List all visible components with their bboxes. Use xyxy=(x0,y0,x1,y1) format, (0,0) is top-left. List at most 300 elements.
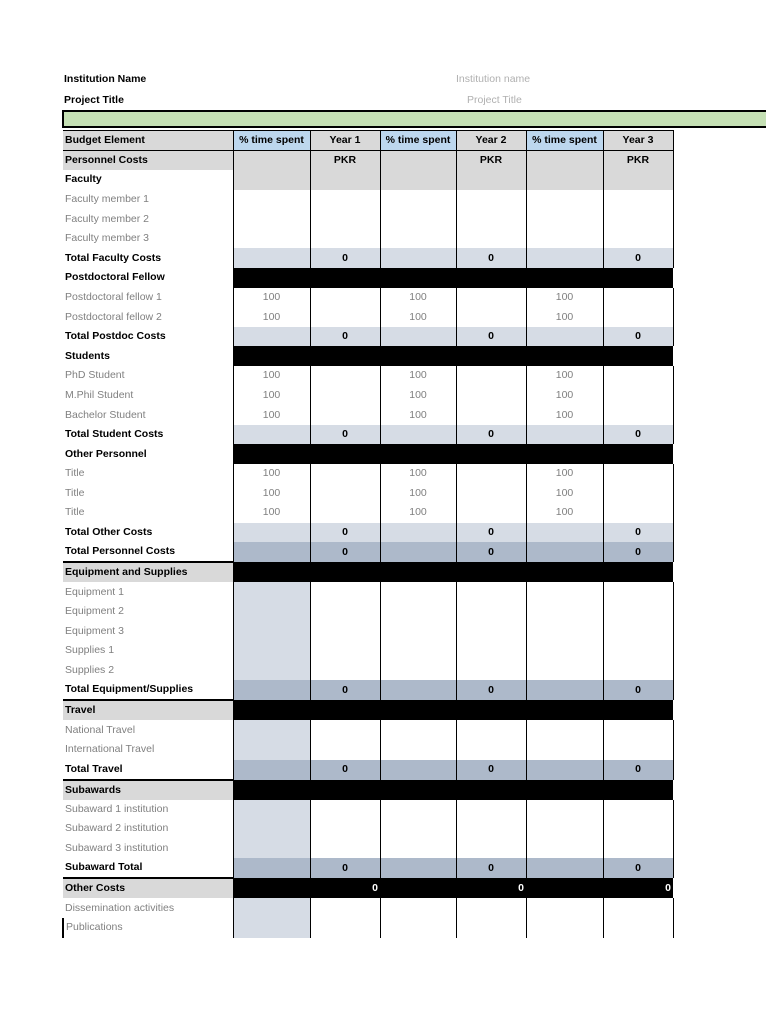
table-cell[interactable] xyxy=(310,641,380,661)
table-row xyxy=(63,622,673,642)
total-row xyxy=(63,680,673,700)
pct-value[interactable]: 100 xyxy=(526,464,603,484)
table-cell xyxy=(233,523,310,543)
pct-value[interactable]: 100 xyxy=(380,503,456,523)
table-cell[interactable] xyxy=(310,839,380,859)
table-cell xyxy=(526,878,603,898)
table-cell xyxy=(526,542,603,562)
table-cell xyxy=(233,898,310,918)
table-cell xyxy=(233,602,310,622)
table-cell xyxy=(526,151,603,171)
row-label: Supplies 1 xyxy=(65,644,115,657)
table-cell xyxy=(233,680,310,700)
section-row xyxy=(63,151,673,171)
table-cell xyxy=(233,170,310,190)
row-label: Title xyxy=(65,467,85,480)
table-cell[interactable] xyxy=(456,209,526,229)
table-cell[interactable] xyxy=(456,582,526,602)
table-cell xyxy=(380,858,456,878)
total-value: 0 xyxy=(456,523,526,543)
total-row xyxy=(63,327,673,347)
total-value: 0 xyxy=(310,878,380,898)
table-cell[interactable] xyxy=(310,582,380,602)
total-value: 0 xyxy=(310,760,380,780)
table-cell[interactable] xyxy=(526,622,603,642)
table-row xyxy=(63,386,673,406)
table-cell xyxy=(233,700,673,720)
table-row xyxy=(63,740,673,760)
row-label: Equipment 2 xyxy=(65,605,124,618)
table-cell xyxy=(603,170,673,190)
total-row xyxy=(63,248,673,268)
table-cell[interactable] xyxy=(603,307,673,327)
table-cell xyxy=(233,760,310,780)
table-cell[interactable] xyxy=(526,209,603,229)
table-row xyxy=(63,582,673,602)
row-label: Subaward 1 institution xyxy=(65,802,169,815)
table-cell[interactable] xyxy=(456,190,526,210)
total-value: 0 xyxy=(603,248,673,268)
table-cell[interactable] xyxy=(526,641,603,661)
table-cell[interactable] xyxy=(310,602,380,622)
table-cell xyxy=(233,878,310,898)
table-cell[interactable] xyxy=(456,405,526,425)
row-label: Postdoctoral fellow 1 xyxy=(65,290,162,303)
total-value: 0 xyxy=(310,248,380,268)
table-row xyxy=(63,464,673,484)
table-row xyxy=(63,484,673,504)
project-value[interactable]: Project Title xyxy=(467,94,522,106)
total-value: 0 xyxy=(310,425,380,445)
table-cell[interactable] xyxy=(456,641,526,661)
table-cell xyxy=(526,327,603,347)
table-cell xyxy=(233,542,310,562)
table-cell[interactable] xyxy=(456,366,526,386)
pct-value[interactable]: 100 xyxy=(526,386,603,406)
table-cell xyxy=(526,170,603,190)
table-cell[interactable] xyxy=(603,819,673,839)
table-cell[interactable] xyxy=(380,582,456,602)
subsection-row xyxy=(63,268,673,288)
table-cell[interactable] xyxy=(310,366,380,386)
table-cell xyxy=(233,582,310,602)
table-cell[interactable] xyxy=(310,661,380,681)
table-cell[interactable] xyxy=(456,229,526,249)
table-cell xyxy=(233,151,310,171)
table-row xyxy=(63,405,673,425)
table-cell xyxy=(526,523,603,543)
pct-value[interactable]: 100 xyxy=(380,288,456,308)
table-cell[interactable] xyxy=(310,720,380,740)
table-cell[interactable] xyxy=(456,484,526,504)
table-cell[interactable] xyxy=(603,720,673,740)
section-travel: Travel xyxy=(63,700,233,720)
pct-value[interactable]: 100 xyxy=(380,307,456,327)
table-cell xyxy=(233,918,310,938)
budget-table xyxy=(62,130,674,938)
table-cell[interactable] xyxy=(310,819,380,839)
table-row xyxy=(63,288,673,308)
row-label: Subaward 2 institution xyxy=(65,822,169,835)
section-other-costs: Other Costs xyxy=(63,878,233,898)
pct-value[interactable]: 100 xyxy=(526,288,603,308)
table-cell[interactable] xyxy=(603,190,673,210)
row-label: International Travel xyxy=(65,743,155,756)
project-label: Project Title xyxy=(64,94,124,106)
table-cell[interactable] xyxy=(310,898,380,918)
table-cell[interactable] xyxy=(603,622,673,642)
table-cell[interactable] xyxy=(526,582,603,602)
row-label: Total Personnel Costs xyxy=(63,542,233,562)
table-cell xyxy=(233,268,673,288)
table-cell[interactable] xyxy=(310,800,380,820)
table-cell xyxy=(526,248,603,268)
row-label: Dissemination activities xyxy=(65,901,175,914)
table-cell[interactable] xyxy=(526,800,603,820)
table-cell[interactable] xyxy=(603,484,673,504)
row-label: Subaward 3 institution xyxy=(65,842,169,855)
table-cell xyxy=(380,680,456,700)
total-value: 0 xyxy=(603,760,673,780)
column-header-row xyxy=(63,131,673,151)
pct-value[interactable]: 100 xyxy=(526,307,603,327)
pct-value[interactable]: 100 xyxy=(526,405,603,425)
table-cell[interactable] xyxy=(456,661,526,681)
table-cell[interactable] xyxy=(603,740,673,760)
table-cell[interactable] xyxy=(310,307,380,327)
row-label: Postdoctoral fellow 2 xyxy=(65,310,162,323)
table-cell[interactable] xyxy=(456,740,526,760)
total-value: 0 xyxy=(603,858,673,878)
pct-value[interactable]: 100 xyxy=(233,484,310,504)
col-pct-time-1: % time spent xyxy=(233,131,310,151)
section-equipment: Equipment and Supplies xyxy=(63,562,233,582)
row-label: Faculty member 1 xyxy=(65,192,150,205)
table-cell xyxy=(233,327,310,347)
total-value: 0 xyxy=(603,680,673,700)
table-cell[interactable] xyxy=(233,229,310,249)
table-row xyxy=(63,366,673,386)
row-label: PhD Student xyxy=(65,369,125,382)
total-value: 0 xyxy=(456,327,526,347)
section-subawards: Subawards xyxy=(63,780,233,800)
table-cell xyxy=(310,170,380,190)
row-label: Faculty member 2 xyxy=(65,212,150,225)
total-value: 0 xyxy=(603,542,673,562)
table-cell[interactable] xyxy=(603,839,673,859)
table-cell xyxy=(526,425,603,445)
table-cell xyxy=(380,170,456,190)
table-cell[interactable] xyxy=(310,918,380,938)
section-personnel-costs: Personnel Costs xyxy=(63,151,233,171)
table-cell[interactable] xyxy=(456,839,526,859)
table-cell[interactable] xyxy=(310,405,380,425)
table-cell[interactable] xyxy=(380,918,456,938)
row-label: Total Other Costs xyxy=(65,526,153,539)
table-cell[interactable] xyxy=(380,898,456,918)
table-cell xyxy=(233,740,310,760)
table-cell[interactable] xyxy=(456,503,526,523)
total-value: 0 xyxy=(456,248,526,268)
row-label: National Travel xyxy=(65,723,136,736)
row-label: Title xyxy=(65,486,85,499)
table-row xyxy=(63,839,673,859)
table-cell xyxy=(380,760,456,780)
total-value: 0 xyxy=(456,858,526,878)
pct-value[interactable]: 100 xyxy=(380,405,456,425)
table-cell[interactable] xyxy=(526,839,603,859)
total-value: 0 xyxy=(603,878,673,898)
currency-label: PKR xyxy=(603,151,673,171)
subsection-row xyxy=(63,346,673,366)
table-cell[interactable] xyxy=(603,898,673,918)
table-row xyxy=(63,229,673,249)
total-value: 0 xyxy=(310,542,380,562)
table-cell xyxy=(380,878,456,898)
table-cell xyxy=(526,858,603,878)
table-cell xyxy=(233,641,310,661)
subsection-row xyxy=(63,170,673,190)
table-cell[interactable] xyxy=(456,602,526,622)
table-cell[interactable] xyxy=(380,602,456,622)
table-row xyxy=(63,898,673,918)
table-cell xyxy=(233,346,673,366)
row-label: M.Phil Student xyxy=(65,388,134,401)
subsection-other-personnel: Other Personnel xyxy=(65,447,147,460)
col-pct-time-2: % time spent xyxy=(380,131,456,151)
pct-value[interactable]: 100 xyxy=(233,366,310,386)
row-label: Total Equipment/Supplies xyxy=(65,683,194,696)
table-cell xyxy=(233,248,310,268)
total-value: 0 xyxy=(310,327,380,347)
green-divider-band xyxy=(62,110,766,128)
table-cell xyxy=(380,523,456,543)
table-cell[interactable] xyxy=(310,288,380,308)
table-cell[interactable] xyxy=(310,464,380,484)
row-label: Equipment 3 xyxy=(65,624,124,637)
table-cell[interactable] xyxy=(603,503,673,523)
table-cell xyxy=(233,444,673,464)
table-cell[interactable] xyxy=(456,622,526,642)
table-cell[interactable] xyxy=(456,307,526,327)
table-cell[interactable] xyxy=(603,405,673,425)
total-value: 0 xyxy=(456,680,526,700)
table-cell[interactable] xyxy=(603,582,673,602)
total-value: 0 xyxy=(456,878,526,898)
table-cell[interactable] xyxy=(603,366,673,386)
row-label: Total Travel xyxy=(65,762,123,775)
pct-value[interactable]: 100 xyxy=(380,366,456,386)
table-cell xyxy=(380,425,456,445)
table-cell xyxy=(380,151,456,171)
section-row xyxy=(63,878,673,898)
row-label: Supplies 2 xyxy=(65,664,115,677)
table-cell[interactable] xyxy=(603,800,673,820)
table-cell[interactable] xyxy=(310,622,380,642)
col-year-2: Year 2 xyxy=(456,131,526,151)
table-cell[interactable] xyxy=(380,720,456,740)
table-cell[interactable] xyxy=(456,720,526,740)
table-cell[interactable] xyxy=(380,740,456,760)
pct-value[interactable]: 100 xyxy=(233,386,310,406)
col-year-3: Year 3 xyxy=(603,131,673,151)
col-budget-element: Budget Element xyxy=(63,131,233,151)
row-label: Total Postdoc Costs xyxy=(65,330,166,343)
table-cell[interactable] xyxy=(603,209,673,229)
table-cell[interactable] xyxy=(603,386,673,406)
table-cell xyxy=(526,760,603,780)
total-value: 0 xyxy=(310,523,380,543)
table-cell[interactable] xyxy=(456,819,526,839)
pct-value[interactable]: 100 xyxy=(526,484,603,504)
row-label: Total Faculty Costs xyxy=(65,251,162,264)
table-row xyxy=(63,641,673,661)
pct-value[interactable]: 100 xyxy=(233,503,310,523)
table-cell[interactable] xyxy=(380,229,456,249)
table-cell xyxy=(380,542,456,562)
row-label: Total Student Costs xyxy=(65,428,164,441)
total-row xyxy=(63,760,673,780)
table-cell xyxy=(233,839,310,859)
table-cell xyxy=(233,780,673,800)
table-cell[interactable] xyxy=(380,209,456,229)
table-cell[interactable] xyxy=(456,800,526,820)
table-cell[interactable] xyxy=(233,190,310,210)
pct-value[interactable]: 100 xyxy=(233,464,310,484)
table-cell[interactable] xyxy=(526,229,603,249)
table-cell xyxy=(233,720,310,740)
total-value: 0 xyxy=(456,542,526,562)
table-cell[interactable] xyxy=(380,661,456,681)
table-cell[interactable] xyxy=(526,898,603,918)
table-cell xyxy=(380,248,456,268)
table-cell[interactable] xyxy=(603,641,673,661)
table-row xyxy=(63,307,673,327)
total-row xyxy=(63,523,673,543)
table-cell[interactable] xyxy=(603,602,673,622)
table-cell[interactable] xyxy=(310,209,380,229)
table-cell xyxy=(233,425,310,445)
table-cell xyxy=(526,680,603,700)
table-cell[interactable] xyxy=(526,602,603,622)
table-cell[interactable] xyxy=(310,740,380,760)
table-cell[interactable] xyxy=(380,641,456,661)
row-label: Publications xyxy=(63,918,233,938)
table-cell[interactable] xyxy=(310,229,380,249)
table-cell[interactable] xyxy=(456,288,526,308)
total-value: 0 xyxy=(603,425,673,445)
table-cell[interactable] xyxy=(526,720,603,740)
table-row xyxy=(63,209,673,229)
total-value: 0 xyxy=(456,425,526,445)
currency-label: PKR xyxy=(310,151,380,171)
table-cell xyxy=(233,622,310,642)
table-cell[interactable] xyxy=(526,661,603,681)
table-cell[interactable] xyxy=(456,464,526,484)
row-label: Equipment 1 xyxy=(65,585,124,598)
table-row xyxy=(63,819,673,839)
institution-label: Institution Name xyxy=(64,73,147,85)
table-cell[interactable] xyxy=(310,484,380,504)
total-row xyxy=(63,425,673,445)
table-cell[interactable] xyxy=(603,464,673,484)
pct-value[interactable]: 100 xyxy=(380,484,456,504)
table-cell[interactable] xyxy=(380,819,456,839)
table-cell[interactable] xyxy=(526,740,603,760)
total-value: 0 xyxy=(603,523,673,543)
table-row xyxy=(63,190,673,210)
table-cell[interactable] xyxy=(310,386,380,406)
pct-value[interactable]: 100 xyxy=(380,464,456,484)
row-label: Subaward Total xyxy=(65,861,143,874)
table-cell[interactable] xyxy=(603,229,673,249)
table-cell[interactable] xyxy=(456,918,526,938)
table-row xyxy=(63,503,673,523)
table-cell[interactable] xyxy=(603,918,673,938)
table-row xyxy=(63,661,673,681)
total-value: 0 xyxy=(310,680,380,700)
table-cell xyxy=(380,327,456,347)
pct-value[interactable]: 100 xyxy=(526,366,603,386)
table-cell xyxy=(233,819,310,839)
table-cell[interactable] xyxy=(603,661,673,681)
table-cell[interactable] xyxy=(526,819,603,839)
pct-value[interactable]: 100 xyxy=(233,307,310,327)
section-row xyxy=(63,780,673,800)
row-label: Faculty member 3 xyxy=(65,232,150,245)
pct-value[interactable]: 100 xyxy=(526,503,603,523)
row-label: Bachelor Student xyxy=(65,408,146,421)
table-cell[interactable] xyxy=(310,503,380,523)
table-cell[interactable] xyxy=(380,839,456,859)
table-cell[interactable] xyxy=(456,386,526,406)
pct-value[interactable]: 100 xyxy=(233,405,310,425)
pct-value[interactable]: 100 xyxy=(380,386,456,406)
grand-total-row xyxy=(63,542,673,562)
table-cell[interactable] xyxy=(380,800,456,820)
table-cell xyxy=(233,858,310,878)
table-row xyxy=(63,918,673,938)
table-cell[interactable] xyxy=(233,209,310,229)
total-value: 0 xyxy=(603,327,673,347)
row-label: Title xyxy=(65,506,85,519)
section-row xyxy=(63,562,673,582)
subsection-row xyxy=(63,444,673,464)
table-cell[interactable] xyxy=(380,190,456,210)
section-row xyxy=(63,700,673,720)
table-cell xyxy=(233,800,310,820)
table-row xyxy=(63,720,673,740)
table-cell[interactable] xyxy=(603,288,673,308)
subsection-postdoc: Postdoctoral Fellow xyxy=(65,271,165,284)
total-value: 0 xyxy=(456,760,526,780)
col-pct-time-3: % time spent xyxy=(526,131,603,151)
table-cell xyxy=(233,562,673,582)
total-row xyxy=(63,858,673,878)
total-value: 0 xyxy=(310,858,380,878)
table-cell[interactable] xyxy=(526,918,603,938)
institution-value[interactable]: Institution name xyxy=(456,73,531,85)
table-row xyxy=(63,602,673,622)
table-cell[interactable] xyxy=(526,190,603,210)
table-cell[interactable] xyxy=(310,190,380,210)
table-cell[interactable] xyxy=(456,898,526,918)
currency-label: PKR xyxy=(456,151,526,171)
pct-value[interactable]: 100 xyxy=(233,288,310,308)
table-cell xyxy=(456,170,526,190)
table-cell[interactable] xyxy=(380,622,456,642)
table-row xyxy=(63,800,673,820)
